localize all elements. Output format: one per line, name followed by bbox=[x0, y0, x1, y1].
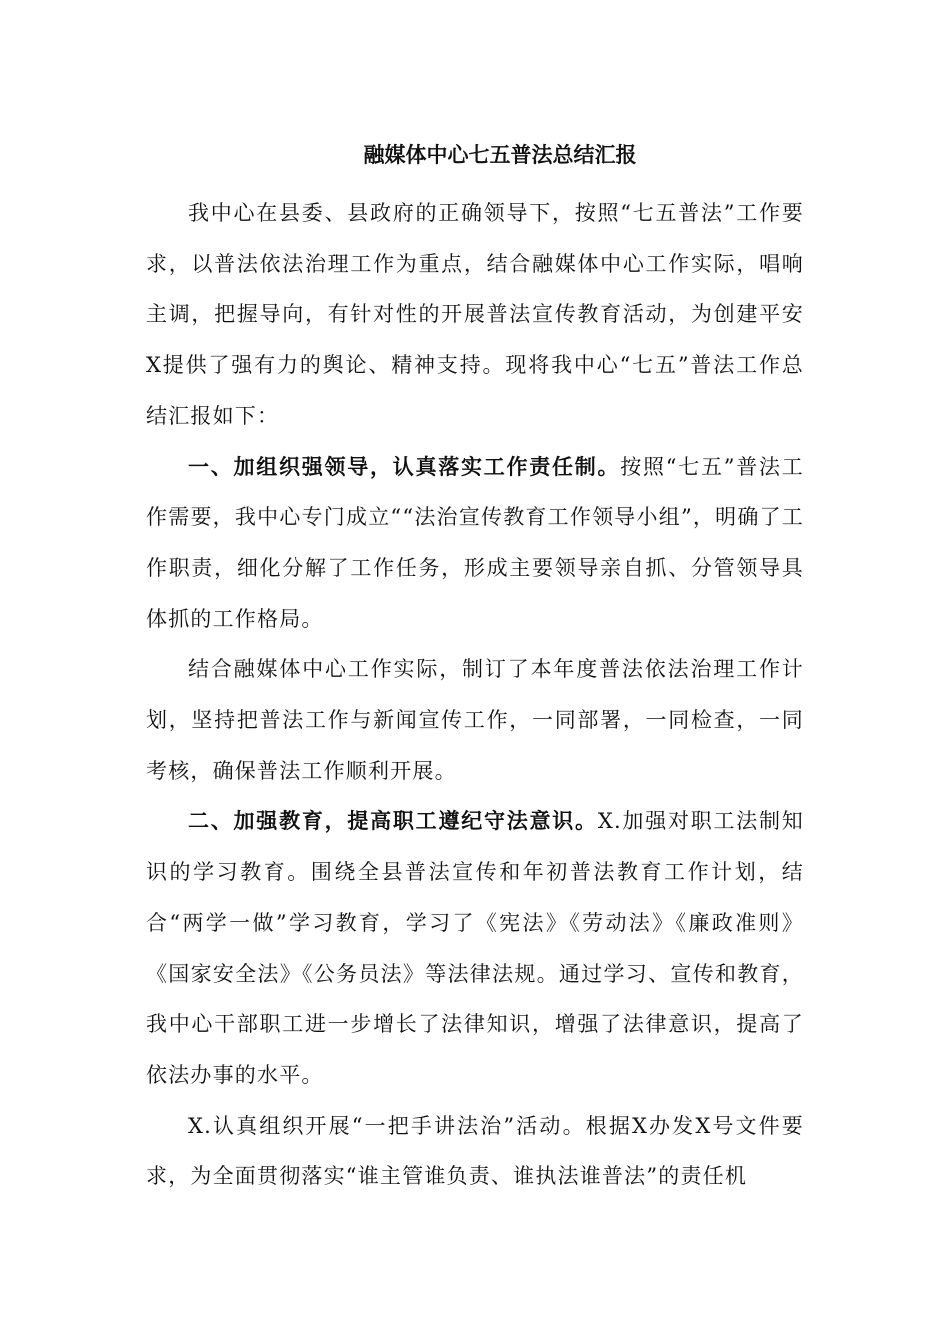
section-2-paragraph bbox=[146, 796, 804, 1100]
activity-paragraph: X.认真组织开展“一把手讲法治”活动。根据X办发X号文件要求，为全面贯彻落实“谁主管谁负责、谁执法谁普法”的责任机 bbox=[146, 1113, 804, 1189]
document-body bbox=[146, 188, 804, 1202]
section-2-heading: 二、加强教育，提高职工遵纪守法意识。 bbox=[188, 808, 598, 834]
document-title: 融媒体中心七五普法总结汇报 bbox=[363, 142, 637, 167]
section-2-text: X.加强对职工法制知识的学习教育。围绕全县普法宣传和年初普法教育工作计划，结合“两学一做”学习教育，学习了《宪法》《劳动法》《廉政准则》《国家安全法》《公务员法》等法律法规。通过学习、宣传和教育，我中心干部职工进一步增长了法律知识，增强了法律意识，提高了依法办事的水平。 bbox=[146, 809, 804, 1087]
intro-paragraph: 我中心在县委、县政府的正确领导下，按照“七五普法”工作要求，以普法依法治理工作为重点，结合融媒体中心工作实际，唱响主调，把握导向，有针对性的开展普法宣传教育活动，为创建平安X提供了强有力的舆论、精神支持。现将我中心“七五”普法工作总结汇报如下： bbox=[146, 201, 804, 428]
section-1-paragraph bbox=[146, 442, 804, 645]
section-1-heading: 一、加组织强领导，认真落实工作责任制。 bbox=[188, 453, 621, 479]
section-1-text: 按照“七五”普法工作需要，我中心专门成立““法治宣传教育工作领导小组”，明确了工作职责，细化分解了工作任务，形成主要领导亲自抓、分管领导具体抓的工作格局。 bbox=[146, 454, 804, 631]
plan-paragraph: 结合融媒体中心工作实际，制订了本年度普法依法治理工作计划，坚持把普法工作与新闻宣传工作，一同部署，一同检查，一同考核，确保普法工作顺利开展。 bbox=[146, 657, 804, 783]
